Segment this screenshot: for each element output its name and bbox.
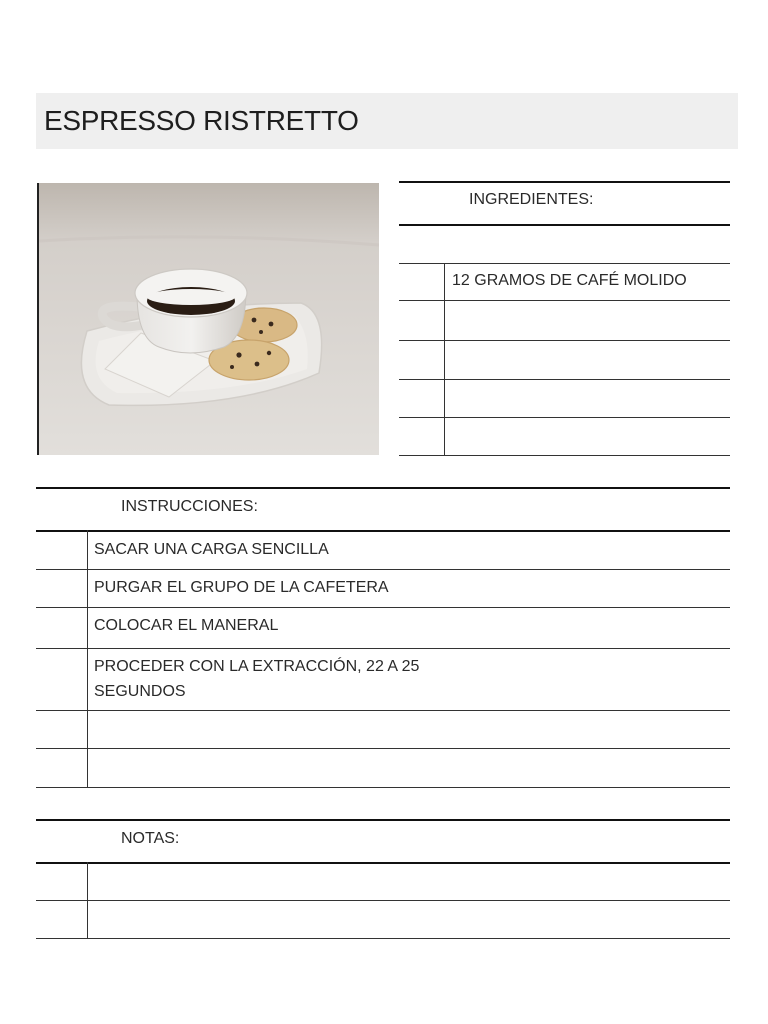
ingredient-row: 12 GRAMOS DE CAFÉ MOLIDO (452, 272, 687, 289)
recipe-title: ESPRESSO RISTRETTO (44, 105, 359, 136)
notes-table (36, 819, 730, 941)
notes-heading: NOTAS: (121, 830, 180, 847)
instruction-step: PROCEDER CON LA EXTRACCIÓN, 22 A 25 (94, 658, 420, 675)
instruction-step: COLOCAR EL MANERAL (94, 617, 279, 634)
ingredients-heading: INGREDIENTES: (469, 191, 594, 208)
ingredients-table (399, 181, 730, 456)
instructions-table (36, 487, 730, 789)
espresso-cup-with-cookies-photo (39, 183, 379, 455)
instruction-step: SACAR UNA CARGA SENCILLA (94, 541, 329, 558)
recipe-photo (37, 183, 379, 455)
instructions-heading: INSTRUCCIONES: (121, 498, 258, 515)
instruction-step: PURGAR EL GRUPO DE LA CAFETERA (94, 579, 389, 596)
title-band (36, 93, 738, 149)
instruction-step-continued: SEGUNDOS (94, 683, 186, 700)
